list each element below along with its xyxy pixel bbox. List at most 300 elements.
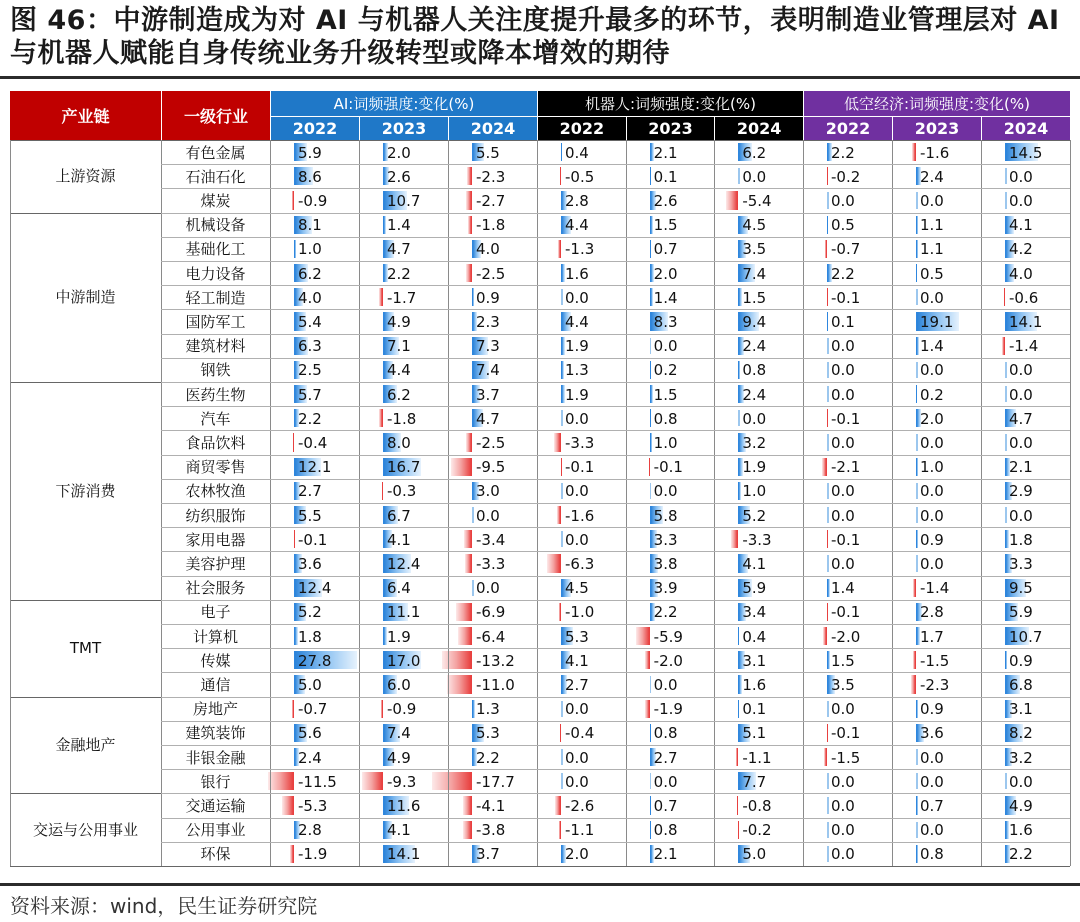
zero-axis-tick: [738, 168, 740, 184]
positive-bar: [916, 385, 917, 403]
negative-bar: [292, 191, 294, 209]
value-cell: 2.2: [298, 409, 322, 428]
row-divider: [161, 672, 1070, 673]
industry-label: 电力设备: [185, 264, 246, 283]
zero-axis-tick: [827, 555, 829, 571]
negative-bar: [379, 288, 383, 306]
value-cell: 4.1: [387, 821, 411, 840]
zero-axis-tick: [827, 386, 829, 402]
positive-bar: [650, 216, 653, 234]
value-cell: -0.1: [831, 530, 861, 549]
value-cell: 6.2: [387, 385, 411, 404]
value-cell: 14.1: [1009, 312, 1043, 331]
value-cell: 1.0: [742, 482, 767, 501]
positive-bar: [827, 312, 828, 330]
column-divider: [1070, 140, 1071, 866]
value-cell: -6.9: [476, 603, 506, 622]
positive-bar: [916, 264, 917, 282]
negative-bar: [463, 821, 472, 839]
value-cell: -0.5: [565, 167, 595, 186]
value-cell: 0.0: [653, 337, 678, 356]
negative-bar: [268, 772, 294, 790]
value-cell: -1.9: [653, 700, 683, 719]
negative-bar: [913, 651, 916, 669]
zero-axis-tick: [1005, 773, 1007, 789]
value-cell: 5.3: [565, 627, 589, 646]
industry-label: 社会服务: [185, 579, 246, 598]
industry-label: 煤炭: [200, 191, 231, 210]
zero-axis-tick: [827, 846, 829, 862]
negative-bar: [1004, 288, 1005, 306]
row-divider: [161, 527, 1070, 528]
zero-axis-tick: [827, 434, 829, 450]
value-cell: 3.5: [742, 240, 767, 259]
positive-bar: [650, 433, 652, 451]
year-header: 2022: [271, 117, 359, 140]
value-cell: 1.1: [920, 240, 944, 259]
industry-label: 环保: [200, 845, 231, 864]
positive-bar: [738, 288, 741, 306]
industry-label: 商贸零售: [185, 458, 246, 477]
value-cell: -6.3: [565, 554, 595, 573]
zero-axis-tick: [827, 822, 829, 838]
value-cell: 11.1: [387, 603, 421, 622]
value-cell: 10.7: [387, 191, 421, 210]
value-cell: -0.1: [653, 458, 683, 477]
value-cell: 1.9: [387, 627, 411, 646]
value-cell: 0.0: [920, 288, 944, 307]
value-cell: 4.7: [387, 240, 411, 259]
value-cell: 0.8: [742, 361, 767, 380]
value-cell: 1.0: [920, 458, 944, 477]
value-cell: 0.0: [831, 385, 855, 404]
value-cell: -1.6: [920, 143, 950, 162]
row-divider: [161, 745, 1070, 746]
zero-axis-tick: [1005, 507, 1007, 523]
value-cell: 27.8: [298, 651, 332, 670]
industry-label: 有色金属: [185, 143, 246, 162]
negative-bar: [649, 458, 650, 476]
value-cell: 0.0: [920, 361, 944, 380]
value-cell: 5.9: [742, 579, 767, 598]
value-cell: 5.9: [1009, 603, 1033, 622]
chain-label: TMT: [69, 639, 102, 658]
year-header: 2024: [982, 117, 1070, 140]
value-cell: 4.4: [565, 312, 589, 331]
row-divider: [161, 697, 1070, 698]
industry-label: 交通运输: [185, 796, 246, 815]
value-cell: -1.5: [920, 651, 950, 670]
value-cell: 7.4: [387, 724, 411, 743]
positive-bar: [650, 361, 651, 379]
negative-bar: [379, 409, 383, 427]
negative-bar: [557, 506, 561, 524]
zero-axis-tick: [916, 483, 918, 499]
positive-bar: [650, 821, 652, 839]
value-cell: 3.2: [1009, 748, 1033, 767]
value-cell: 5.0: [298, 675, 322, 694]
value-cell: 0.0: [476, 579, 500, 598]
negative-bar: [645, 651, 650, 669]
positive-bar: [738, 700, 739, 718]
chain-label: 中游制造: [55, 288, 116, 307]
value-cell: 1.3: [476, 700, 500, 719]
value-cell: 2.3: [476, 312, 500, 331]
value-cell: 1.5: [653, 385, 678, 404]
negative-bar: [466, 191, 472, 209]
negative-bar: [456, 603, 472, 621]
year-header: 2023: [627, 117, 715, 140]
value-cell: 0.0: [565, 772, 589, 791]
zero-axis-tick: [1005, 386, 1007, 402]
negative-bar: [465, 554, 472, 572]
zero-axis-tick: [916, 362, 918, 378]
negative-bar: [736, 748, 738, 766]
value-cell: 1.8: [1009, 530, 1033, 549]
industry-label: 国防军工: [185, 312, 246, 331]
positive-bar: [916, 240, 918, 258]
value-cell: 0.0: [920, 433, 944, 452]
value-cell: 12.4: [387, 554, 421, 573]
positive-bar: [916, 337, 919, 355]
value-cell: 5.2: [742, 506, 767, 525]
chain-label: 上游资源: [55, 167, 116, 186]
negative-bar: [294, 530, 295, 548]
industry-label: 电子: [200, 603, 231, 622]
row-divider: [161, 164, 1070, 165]
value-cell: 4.0: [476, 240, 500, 259]
value-cell: -5.4: [742, 191, 772, 210]
negative-bar: [738, 821, 739, 839]
value-cell: 2.1: [653, 143, 678, 162]
industry-label: 非银金融: [185, 748, 246, 767]
value-cell: 5.6: [298, 724, 322, 743]
value-cell: -0.6: [1009, 288, 1039, 307]
zero-axis-tick: [561, 749, 563, 765]
negative-bar: [293, 433, 294, 451]
value-cell: 3.7: [476, 845, 500, 864]
value-cell: 0.0: [1009, 191, 1033, 210]
row-divider: [161, 624, 1070, 625]
value-cell: 0.0: [831, 821, 855, 840]
negative-bar: [827, 167, 828, 185]
value-cell: -0.1: [831, 288, 861, 307]
value-cell: 2.0: [653, 264, 678, 283]
industry-label: 石油石化: [185, 167, 246, 186]
row-divider: [161, 576, 1070, 577]
value-cell: 2.2: [831, 143, 855, 162]
zero-axis-tick: [1005, 168, 1007, 184]
value-cell: 0.0: [1009, 361, 1033, 380]
value-cell: 4.1: [565, 651, 589, 670]
value-cell: 2.1: [1009, 458, 1033, 477]
value-cell: 3.4: [742, 603, 767, 622]
value-cell: -1.0: [565, 603, 595, 622]
value-cell: 0.0: [831, 796, 855, 815]
positive-bar: [916, 216, 918, 234]
value-cell: -2.6: [565, 796, 595, 815]
industry-label: 计算机: [192, 627, 238, 646]
value-cell: -2.7: [476, 191, 506, 210]
negative-bar: [554, 433, 561, 451]
value-cell: 12.4: [298, 579, 332, 598]
value-cell: -0.4: [298, 433, 328, 452]
value-cell: -1.8: [476, 216, 506, 235]
value-cell: 9.5: [1009, 579, 1033, 598]
value-cell: -2.3: [476, 167, 506, 186]
value-cell: 0.0: [831, 772, 855, 791]
positive-bar: [650, 796, 652, 814]
value-cell: 2.8: [920, 603, 944, 622]
value-cell: -13.2: [476, 651, 515, 670]
value-cell: -3.3: [565, 433, 595, 452]
value-cell: 2.4: [742, 337, 767, 356]
source-note: 资料来源：wind，民生证券研究院: [10, 894, 318, 918]
zero-axis-tick: [561, 410, 563, 426]
value-cell: 0.8: [653, 724, 678, 743]
value-cell: 0.0: [1009, 385, 1033, 404]
row-divider: [161, 551, 1070, 552]
value-cell: 1.4: [831, 579, 855, 598]
value-cell: -9.5: [476, 458, 506, 477]
value-cell: -0.8: [742, 796, 772, 815]
value-cell: 0.7: [653, 240, 678, 259]
value-cell: 1.6: [1009, 821, 1033, 840]
value-cell: -1.8: [387, 409, 417, 428]
value-cell: 1.0: [298, 240, 322, 259]
positive-bar: [738, 627, 739, 645]
title-rule: [0, 76, 1080, 79]
positive-bar: [827, 651, 830, 669]
value-cell: 0.0: [920, 821, 944, 840]
value-cell: 4.4: [387, 361, 411, 380]
value-cell: 3.2: [742, 433, 767, 452]
value-cell: -0.7: [298, 700, 328, 719]
value-cell: 5.8: [653, 506, 678, 525]
chain-label: 金融地产: [55, 736, 116, 754]
value-cell: 4.7: [1009, 409, 1033, 428]
year-header: 2022: [804, 117, 892, 140]
value-cell: 4.5: [565, 579, 589, 598]
value-cell: 4.9: [1009, 796, 1033, 815]
value-cell: -11.0: [476, 675, 515, 694]
year-header: 2023: [893, 117, 981, 140]
row-divider: [161, 479, 1070, 480]
zero-axis-tick: [827, 507, 829, 523]
zero-axis-tick: [561, 531, 563, 547]
row-divider: [161, 430, 1070, 431]
value-cell: 2.7: [653, 748, 678, 767]
value-cell: -1.3: [565, 240, 595, 259]
value-cell: 0.0: [831, 554, 855, 573]
negative-bar: [636, 627, 649, 645]
negative-bar: [466, 264, 472, 282]
value-cell: 4.4: [565, 216, 589, 235]
negative-bar: [282, 796, 294, 814]
negative-bar: [731, 530, 738, 548]
negative-bar: [911, 675, 916, 693]
negative-bar: [560, 167, 561, 185]
value-cell: -0.1: [565, 458, 595, 477]
row-divider: [161, 358, 1070, 359]
value-cell: 2.9: [1009, 482, 1033, 501]
zero-axis-tick: [472, 580, 474, 596]
value-cell: 2.0: [920, 409, 944, 428]
positive-bar: [916, 530, 918, 548]
value-cell: 0.0: [920, 748, 944, 767]
value-cell: 1.9: [742, 458, 767, 477]
positive-bar: [561, 143, 562, 161]
zero-axis-tick: [1005, 434, 1007, 450]
value-cell: 1.4: [387, 216, 411, 235]
value-cell: 3.6: [298, 554, 322, 573]
zero-axis-tick: [561, 701, 563, 717]
section-divider: [10, 866, 1070, 867]
chain-header: 产业链: [10, 91, 161, 140]
value-cell: 1.0: [653, 433, 678, 452]
column-divider: [10, 140, 11, 866]
negative-bar: [442, 651, 472, 669]
value-cell: 2.4: [920, 167, 944, 186]
negative-bar: [561, 458, 562, 476]
value-cell: 2.1: [653, 845, 678, 864]
negative-bar: [823, 627, 828, 645]
positive-bar: [472, 288, 474, 306]
value-cell: 3.5: [831, 675, 855, 694]
value-cell: 0.0: [476, 506, 500, 525]
value-cell: 0.0: [920, 554, 944, 573]
value-cell: 1.1: [920, 216, 944, 235]
value-cell: 3.8: [653, 554, 678, 573]
negative-bar: [432, 772, 472, 790]
value-cell: 0.0: [831, 191, 855, 210]
value-cell: 0.5: [920, 264, 944, 283]
zero-axis-tick: [827, 797, 829, 813]
value-cell: -3.4: [476, 530, 506, 549]
value-cell: 0.9: [920, 700, 944, 719]
value-cell: 5.3: [476, 724, 500, 743]
row-divider: [161, 793, 1070, 794]
value-cell: -2.0: [831, 627, 861, 646]
value-cell: 0.0: [920, 506, 944, 525]
value-cell: 2.2: [653, 603, 678, 622]
positive-bar: [738, 361, 740, 379]
value-cell: 0.1: [653, 167, 678, 186]
value-cell: 0.0: [742, 167, 767, 186]
value-cell: 2.2: [476, 748, 500, 767]
value-cell: 5.4: [298, 312, 322, 331]
value-cell: 4.1: [387, 530, 411, 549]
negative-bar: [559, 603, 561, 621]
value-cell: 1.3: [565, 361, 589, 380]
value-cell: -1.6: [565, 506, 595, 525]
value-cell: 3.3: [1009, 554, 1033, 573]
value-cell: 2.0: [387, 143, 411, 162]
positive-bar: [827, 579, 830, 597]
row-divider: [161, 721, 1070, 722]
value-cell: 2.4: [298, 748, 322, 767]
negative-bar: [292, 700, 294, 718]
value-cell: 0.0: [742, 409, 767, 428]
value-cell: 3.6: [920, 724, 944, 743]
value-cell: -2.1: [831, 458, 861, 477]
value-cell: 0.1: [831, 312, 855, 331]
negative-bar: [362, 772, 383, 790]
value-cell: -1.5: [831, 748, 861, 767]
industry-label: 钢铁: [200, 361, 231, 380]
figure-title: 图 46：中游制造成为对 AI 与机器人关注度提升最多的环节，表明制造业管理层对 AI 与机器人赋能自身传统业务升级转型或降本增效的期待: [10, 5, 1060, 69]
value-cell: 0.0: [831, 433, 855, 452]
zero-axis-tick: [827, 338, 829, 354]
value-cell: -11.5: [298, 772, 337, 791]
value-cell: 5.1: [742, 724, 767, 743]
industry-label: 银行: [200, 772, 231, 791]
group-header-robot: 机器人:词频强度:变化(%): [538, 91, 803, 116]
zero-axis-tick: [650, 483, 652, 499]
value-cell: 0.0: [1009, 506, 1033, 525]
value-cell: 5.7: [298, 385, 322, 404]
negative-bar: [726, 191, 738, 209]
industry-label: 建筑装饰: [185, 724, 246, 743]
value-cell: 9.4: [742, 312, 767, 331]
positive-bar: [916, 796, 918, 814]
zero-axis-tick: [827, 773, 829, 789]
value-cell: -0.9: [298, 191, 328, 210]
value-cell: 14.1: [387, 845, 421, 864]
value-cell: -0.1: [831, 603, 861, 622]
value-cell: 0.0: [920, 772, 944, 791]
value-cell: 0.0: [831, 845, 855, 864]
industry-label: 基础化工: [185, 240, 246, 259]
value-cell: 0.0: [831, 506, 855, 525]
value-cell: 1.8: [298, 627, 322, 646]
value-cell: -0.1: [831, 724, 861, 743]
zero-axis-tick: [827, 192, 829, 208]
value-cell: 2.2: [387, 264, 411, 283]
value-cell: -1.4: [920, 579, 950, 598]
value-cell: 3.1: [742, 651, 767, 670]
value-cell: 1.4: [920, 337, 944, 356]
chain-label: 交运与公用事业: [32, 820, 138, 839]
value-cell: -1.7: [387, 288, 417, 307]
negative-bar: [912, 143, 916, 161]
value-cell: -4.1: [476, 796, 506, 815]
zero-axis-tick: [827, 362, 829, 378]
value-cell: 7.4: [742, 264, 767, 283]
value-cell: -0.7: [831, 240, 861, 259]
value-cell: 11.6: [387, 796, 421, 815]
value-cell: 2.7: [298, 482, 322, 501]
positive-bar: [650, 167, 651, 185]
negative-bar: [290, 845, 294, 863]
row-divider: [161, 455, 1070, 456]
negative-bar: [464, 530, 472, 548]
row-divider: [161, 818, 1070, 819]
value-cell: 0.8: [653, 409, 678, 428]
value-cell: 4.1: [1009, 216, 1033, 235]
zero-axis-tick: [916, 434, 918, 450]
value-cell: 7.1: [387, 337, 411, 356]
positive-bar: [650, 385, 653, 403]
value-cell: 5.2: [298, 603, 322, 622]
value-cell: 0.9: [1009, 651, 1033, 670]
value-cell: -0.3: [387, 482, 417, 501]
value-cell: -6.4: [476, 627, 506, 646]
value-cell: 14.5: [1009, 143, 1043, 162]
value-cell: 0.8: [653, 821, 678, 840]
value-cell: -2.5: [476, 264, 506, 283]
value-cell: 6.8: [1009, 675, 1033, 694]
